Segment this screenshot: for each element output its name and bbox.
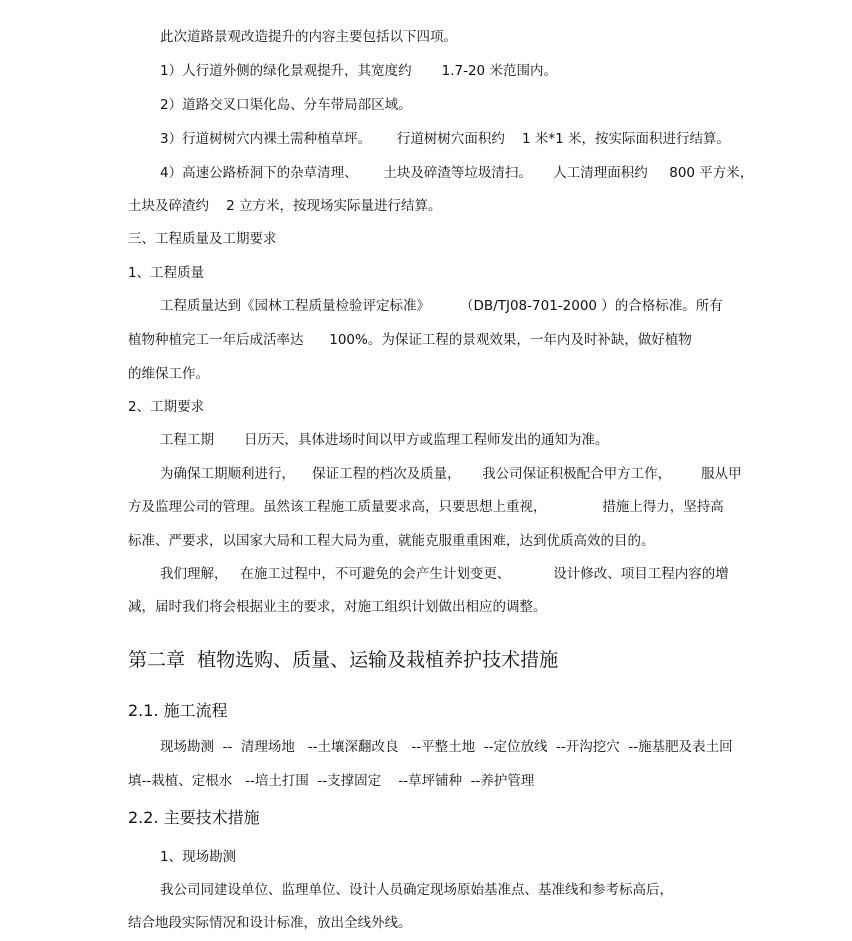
quality-paragraph-line-3: 的维保工作。 bbox=[128, 366, 209, 382]
quality-paragraph-line-2: 植物种植完工一年后成活率达 100%。为保证工程的景观效果，一年内及时补缺，做好植物 bbox=[128, 332, 692, 348]
list-item-2: 2）道路交叉口渠化岛、分车带局部区域。 bbox=[160, 97, 412, 113]
schedule-paragraph-2-line-2: 方及监理公司的管理。虽然该工程施工质量要求高，只要思想上重视， 措施上得力，坚持高 bbox=[128, 499, 724, 515]
schedule-paragraph-1: 工程工期 日历天，具体进场时间以甲方或监理工程师发出的通知为准。 bbox=[160, 432, 609, 448]
schedule-heading: 2、工期要求 bbox=[128, 399, 205, 415]
process-flow-line-1: 现场勘测 -- 清理场地 --土壤深翻改良 --平整土地 --定位放线 --开沟挖穴 --施基肥及表土回 bbox=[160, 739, 733, 755]
section-2-2-heading: 2.2. 主要技术措施 bbox=[128, 808, 260, 827]
quality-paragraph-line-1: 工程质量达到《园林工程质量检验评定标准》 （DB/TJ08-701-2000 ）的合格标准。所有 bbox=[160, 298, 723, 314]
schedule-paragraph-3-line-2: 减，届时我们将会根据业主的要求，对施工组织计划做出相应的调整。 bbox=[128, 599, 547, 615]
process-flow-line-2: 填--栽植、定根水 --培土打围 --支撑固定 --草坪铺种 --养护管理 bbox=[128, 773, 535, 789]
survey-paragraph-line-2: 结合地段实际情况和设计标准，放出全线外线。 bbox=[128, 915, 412, 931]
survey-heading: 1、现场勘测 bbox=[160, 849, 237, 865]
list-item-4-line-2: 土块及碎渣约 2 立方米，按现场实际量进行结算。 bbox=[128, 198, 442, 214]
list-item-1: 1）人行道外侧的绿化景观提升，其宽度约 1.7-20 米范围内。 bbox=[160, 63, 557, 79]
list-item-4-line-1: 4）高速公路桥洞下的杂草清理、 土块及碎渣等垃圾清扫。 人工清理面积约 800 平方米， bbox=[160, 165, 754, 181]
schedule-paragraph-3-line-1: 我们理解， 在施工过程中，不可避免的会产生计划变更、 设计修改、项目工程内容的增 bbox=[160, 566, 729, 582]
section-2-1-heading: 2.1. 施工流程 bbox=[128, 701, 228, 720]
intro-text: 此次道路景观改造提升的内容主要包括以下四项。 bbox=[160, 29, 457, 45]
schedule-paragraph-2-line-3: 标准、严要求，以国家大局和工程大局为重，就能克服重重困难，达到优质高效的目的。 bbox=[128, 533, 655, 549]
list-item-3: 3）行道树树穴内裸土需种植草坪。 行道树树穴面积约 1 米*1 米，按实际面积进行结算。 bbox=[160, 131, 731, 147]
chapter-2-heading: 第二章 植物选购、质量、运输及栽植养护技术措施 bbox=[128, 649, 559, 671]
survey-paragraph-line-1: 我公司同建设单位、监理单位、设计人员确定现场原始基准点、基准线和参考标高后， bbox=[160, 882, 673, 898]
quality-heading: 1、工程质量 bbox=[128, 265, 205, 281]
section-3-heading: 三、工程质量及工期要求 bbox=[128, 231, 277, 247]
schedule-paragraph-2-line-1: 为确保工期顺利进行， 保证工程的档次及质量， 我公司保证积极配合甲方工作， 服从甲 bbox=[160, 466, 742, 482]
